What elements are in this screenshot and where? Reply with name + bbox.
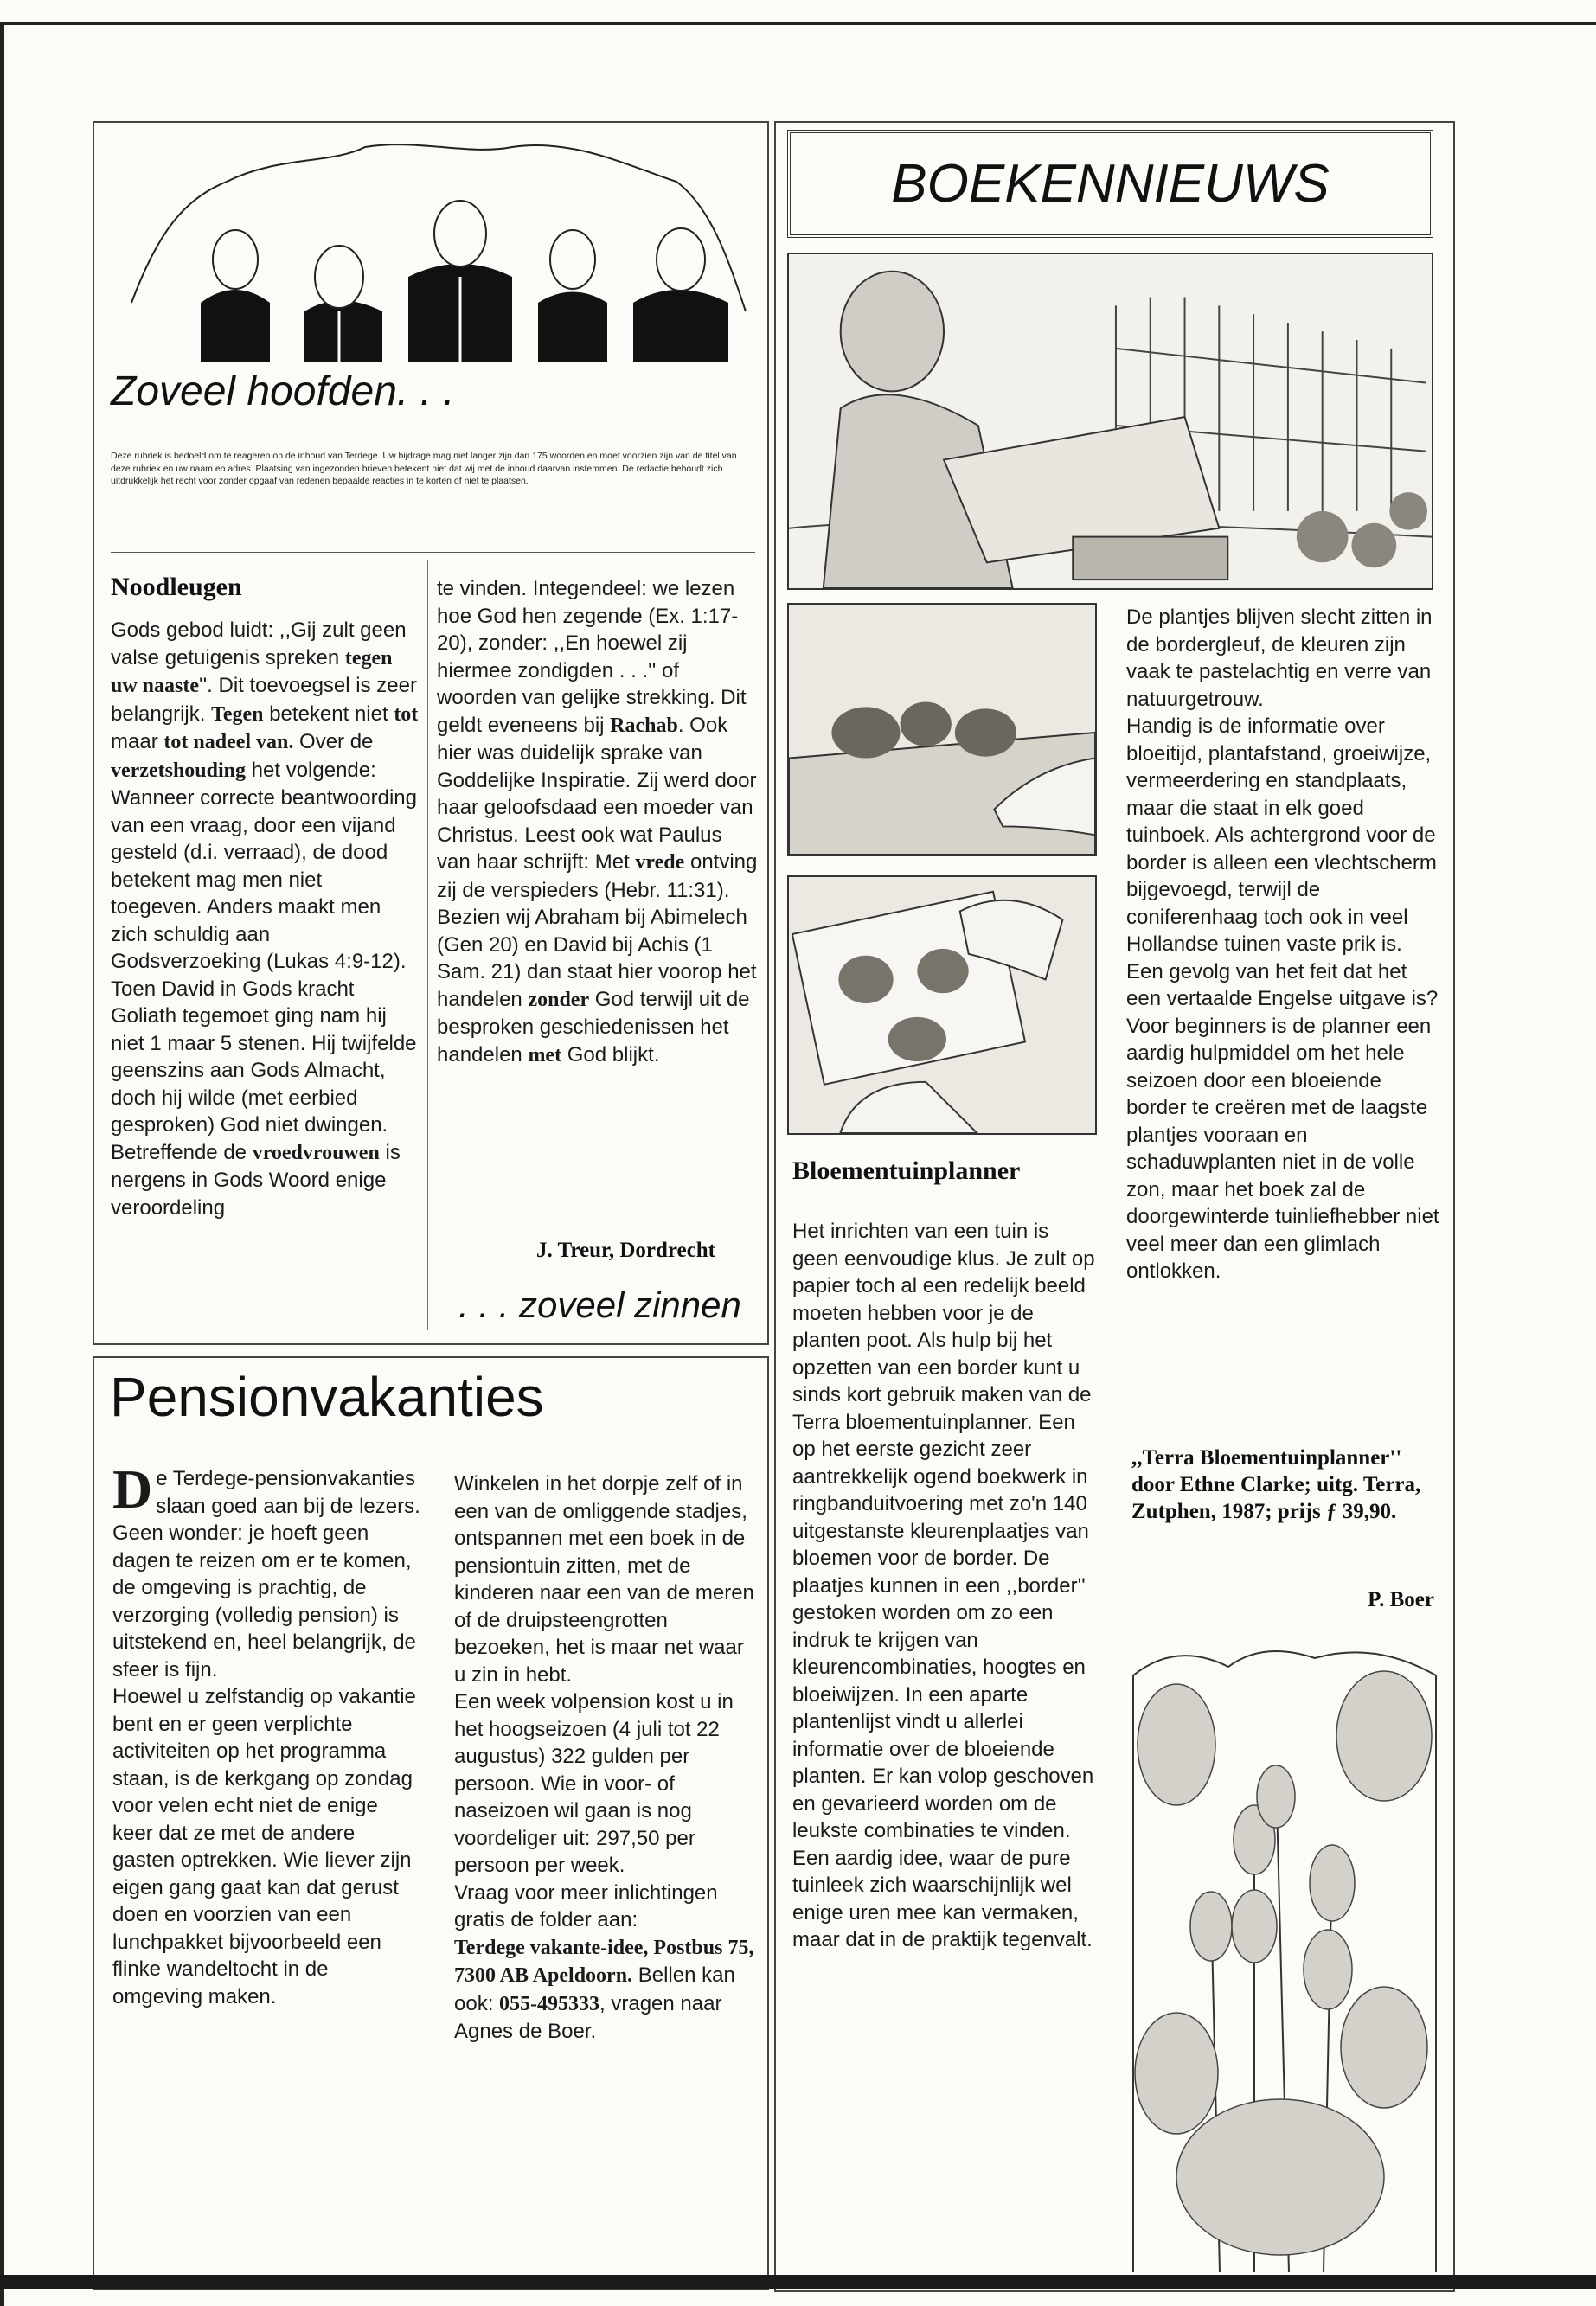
text-run: is nergens in Gods Woord enige veroordeling bbox=[111, 1140, 401, 1220]
text-run: God blijkt. bbox=[561, 1042, 660, 1067]
text-run: maar bbox=[111, 730, 164, 753]
book-citation: ,,Terra Bloementuinplanner'' door Ethne Clarke; uitg. Terra, Zutphen, 1987; prijs ƒ 39,90. bbox=[1131, 1446, 1421, 1523]
pension-text-col2: Winkelen in het dorpje zelf of in een van de omliggende stadjes, ontspannen met een boek in de pensiontuin zitten, met de kinderen naar een van de meren of de druipsteengrotten bezoeken, het is maar net waar u zin in hebt. Een week volpension kost u in het hoogseizoen (4 juli tot 22 augustus) 322 gulden per persoon. Wie in voor- of naseizoen wil gaan is nog voordeliger uit: 297,50 per persoon per week. Vraag voor meer inlichtingen gratis de folder aan: Terdege vakante-idee, Postbus 75, 7300 AB Apeldoorn. Bellen kan ook: 055-495333, vragen naar Agnes de Boer. bbox=[454, 1472, 754, 2043]
flower-border-illustration bbox=[1125, 1641, 1445, 2272]
review-text-col2: De plantjes blijven slecht zitten in de bordergleuf, de kleuren zijn vaak te pastelachtig en verre van natuurgetrouw. Handig is de informatie over bloeitijd, plantafstand, groeiwijze, vermeerdering en standplaats, maar die staat in elk goed tuinboek. Als achtergrond voor de border is alleen een vlechtscherm bijgevoegd, terwijl de coniferenhaag toch ook in veel Hollandse tuinen vaste prik is. Een gevolg van het feit dat het een vertaalde Engelse uitgave is? Voor beginners is de planner een aardig hulpmiddel om het hele seizoen door een bloeiende border te creëren met de laagste plantjes vooraan en schaduwplanten niet in de volle zon, maar het boek zal de doorgewinterde tuinliefhebber niet veel meer dan een glimlach ontlokken. bbox=[1126, 605, 1439, 1283]
left-edge-rule bbox=[0, 22, 4, 2306]
boekennieuws-banner: BOEKENNIEUWS bbox=[787, 130, 1433, 238]
book-review-heading: Bloementuinplanner bbox=[792, 1156, 1021, 1185]
review-column-2 bbox=[1126, 604, 1440, 1285]
bold-phrase: vroedvrouwen bbox=[252, 1141, 380, 1164]
letter-text-col2 bbox=[437, 575, 759, 1069]
zoveel-zinnen-closing: . . . zoveel zinnen bbox=[458, 1284, 741, 1325]
pension-address: Terdege vakante-idee, Postbus 75, 7300 AB Apeldoorn. bbox=[454, 1936, 754, 1987]
column-rule bbox=[427, 560, 428, 1330]
planner-cards-photo bbox=[787, 875, 1097, 1135]
letter-text-col1 bbox=[111, 617, 419, 1221]
bold-phrase: met bbox=[528, 1043, 562, 1067]
bottom-rule bbox=[0, 2275, 1596, 2289]
text-run: . Ook hier was duidelijk sprake van Goddelijke Inspiratie. Zij werd door haar geloofsdaad een moeder van Christus. Leest ook wat Paulus van haar schrijft: Met bbox=[437, 713, 757, 874]
heads-silhouette-illustration bbox=[106, 130, 756, 362]
bold-phrase: vrede bbox=[635, 851, 685, 874]
bold-phrase: Tegen bbox=[211, 702, 264, 726]
rubriek-intro: Deze rubriek is bedoeld om te reageren op de inhoud van Terdege. Uw bijdrage mag niet langer zijn dan 175 woorden en moet voorzien zijn van de titel van deze rubriek en uw naam en adres. Plaatsing van ingezonden brieven betekent niet dat wij met de inhoud daarvan instemmen. De redactie behoudt zich uitdrukkelijk het recht voor zonder opgaaf van redenen bepaalde reacties in te korten of niet te plaatsen. bbox=[111, 451, 737, 486]
bold-phrase: verzetshouding bbox=[111, 759, 246, 782]
text-run: ontving zij de verspieders (Hebr. 11:31). Bezien wij Abraham bij Abimelech (Gen 20) en David bij Achis (1 Sam. 21) dan staat hier voorop het handelen bbox=[437, 850, 758, 1011]
zoveel-hoofden-title: Zoveel hoofden. . . bbox=[111, 368, 455, 414]
letter-column-2 bbox=[437, 575, 759, 1069]
planner-border-photo bbox=[787, 603, 1097, 856]
text-run: ''. Dit toevoegsel is zeer belangrijk. bbox=[111, 674, 417, 726]
text-run: betekent niet bbox=[263, 701, 394, 726]
text-run: te vinden. Integendeel: we lezen hoe God hen zegende (Ex. 1:17-20), zonder: ,,En hoewel zij hiermee zondigden . . .'' of woorden van gelijke strekking. Dit geldt eveneens bij bbox=[437, 577, 747, 737]
bold-phrase: Rachab bbox=[610, 714, 678, 737]
text-run: Gods gebod luidt: ,,Gij zult geen valse getuigenis spreken bbox=[111, 618, 407, 669]
letter-heading: Noodleugen bbox=[111, 573, 242, 601]
review-author: P. Boer bbox=[1368, 1588, 1434, 1611]
bold-phrase: tot bbox=[394, 702, 419, 726]
letter-column-1 bbox=[111, 617, 419, 1221]
review-column-1 bbox=[792, 1218, 1097, 1954]
text-run: God terwijl uit de besproken geschiedenissen het handelen bbox=[437, 987, 750, 1067]
pension-phone: 055-495333 bbox=[499, 1992, 600, 2015]
pension-column-2 bbox=[454, 1470, 755, 2046]
drop-cap: D bbox=[112, 1458, 153, 1520]
section-divider bbox=[111, 552, 755, 553]
gardener-reading-illustration bbox=[787, 253, 1433, 590]
bold-phrase: tot nadeel van. bbox=[163, 731, 294, 753]
letter-signature: J. Treur, Dordrecht bbox=[536, 1239, 715, 1262]
review-text-col1: Het inrichten van een tuin is geen eenvoudige klus. Je zult op papier toch al een redelijk beeld moeten hebben voor je de planten poot. Als hulp bij het opzetten van een border kunt u sinds kort gebruik maken van de Terra bloementuinplanner. Een op het eerste gezicht zeer aantrekkelijk ogend boekwerk in ringbanduitvoering met zo'n 140 uitgestanste kleurenplaatjes van bloemen voor de border. De plaatjes kunnen in een ,,border'' gestoken worden om zo een indruk te krijgen van kleurencombinaties, hoogtes en bloeiwijzen. In een aparte plantenlijst vindt u allerlei informatie over de bloeiende planten. Er kan volop geschoven en gevarieerd worden om de leukste combinaties te vinden. Een aardig idee, waar de pure tuinleek zich waarschijnlijk wel enige uren mee kan vermaken, maar dat in de praktijk tegenvalt. bbox=[792, 1220, 1095, 1951]
text-run: Over de bbox=[293, 730, 374, 753]
pension-text-col1: De Terdege-pensionvakanties slaan goed aan bij de lezers. Geen wonder: je hoeft geen dagen te reizen om er te komen, de omgeving is prachtig, de verzorging (volledig pension) is uitstekend en, heel belangrijk, de sfeer is fijn. Hoewel u zelfstandig op vakantie bent en er geen verplichte activiteiten op het programma staan, is de kerkgang op zondag voor velen echt niet de enige keer dat ze met de andere gasten optrekken. Wie liever zijn eigen gang gaat kan dat gerust doen en voorzien van een lunchpakket bijvoorbeeld een flinke wandeltocht in de omgeving maken. bbox=[112, 1458, 420, 2008]
pension-title: Pensionvakanties bbox=[110, 1366, 544, 1428]
bold-phrase: tegen uw naaste bbox=[111, 646, 393, 697]
text-run: het volgende: Wanneer correcte beantwoording van een vraag, door een vijand gesteld (d.i. verraad), de dood betekent mag men niet toegeven. Anders maakt men zich schuldig aan Godsverzoeking (Lukas 4:9-12). Toen David in Gods kracht Goliath tegemoet ging nam hij niet 1 maar 5 stenen. Hij twijfelde geenszins aan Gods Almacht, doch hij wilde (met eerbied gesproken) God niet dwingen. Betreffende de bbox=[111, 758, 417, 1164]
pension-column-1 bbox=[112, 1458, 420, 2010]
top-rule bbox=[0, 22, 1596, 25]
bold-phrase: zonder bbox=[528, 988, 590, 1011]
